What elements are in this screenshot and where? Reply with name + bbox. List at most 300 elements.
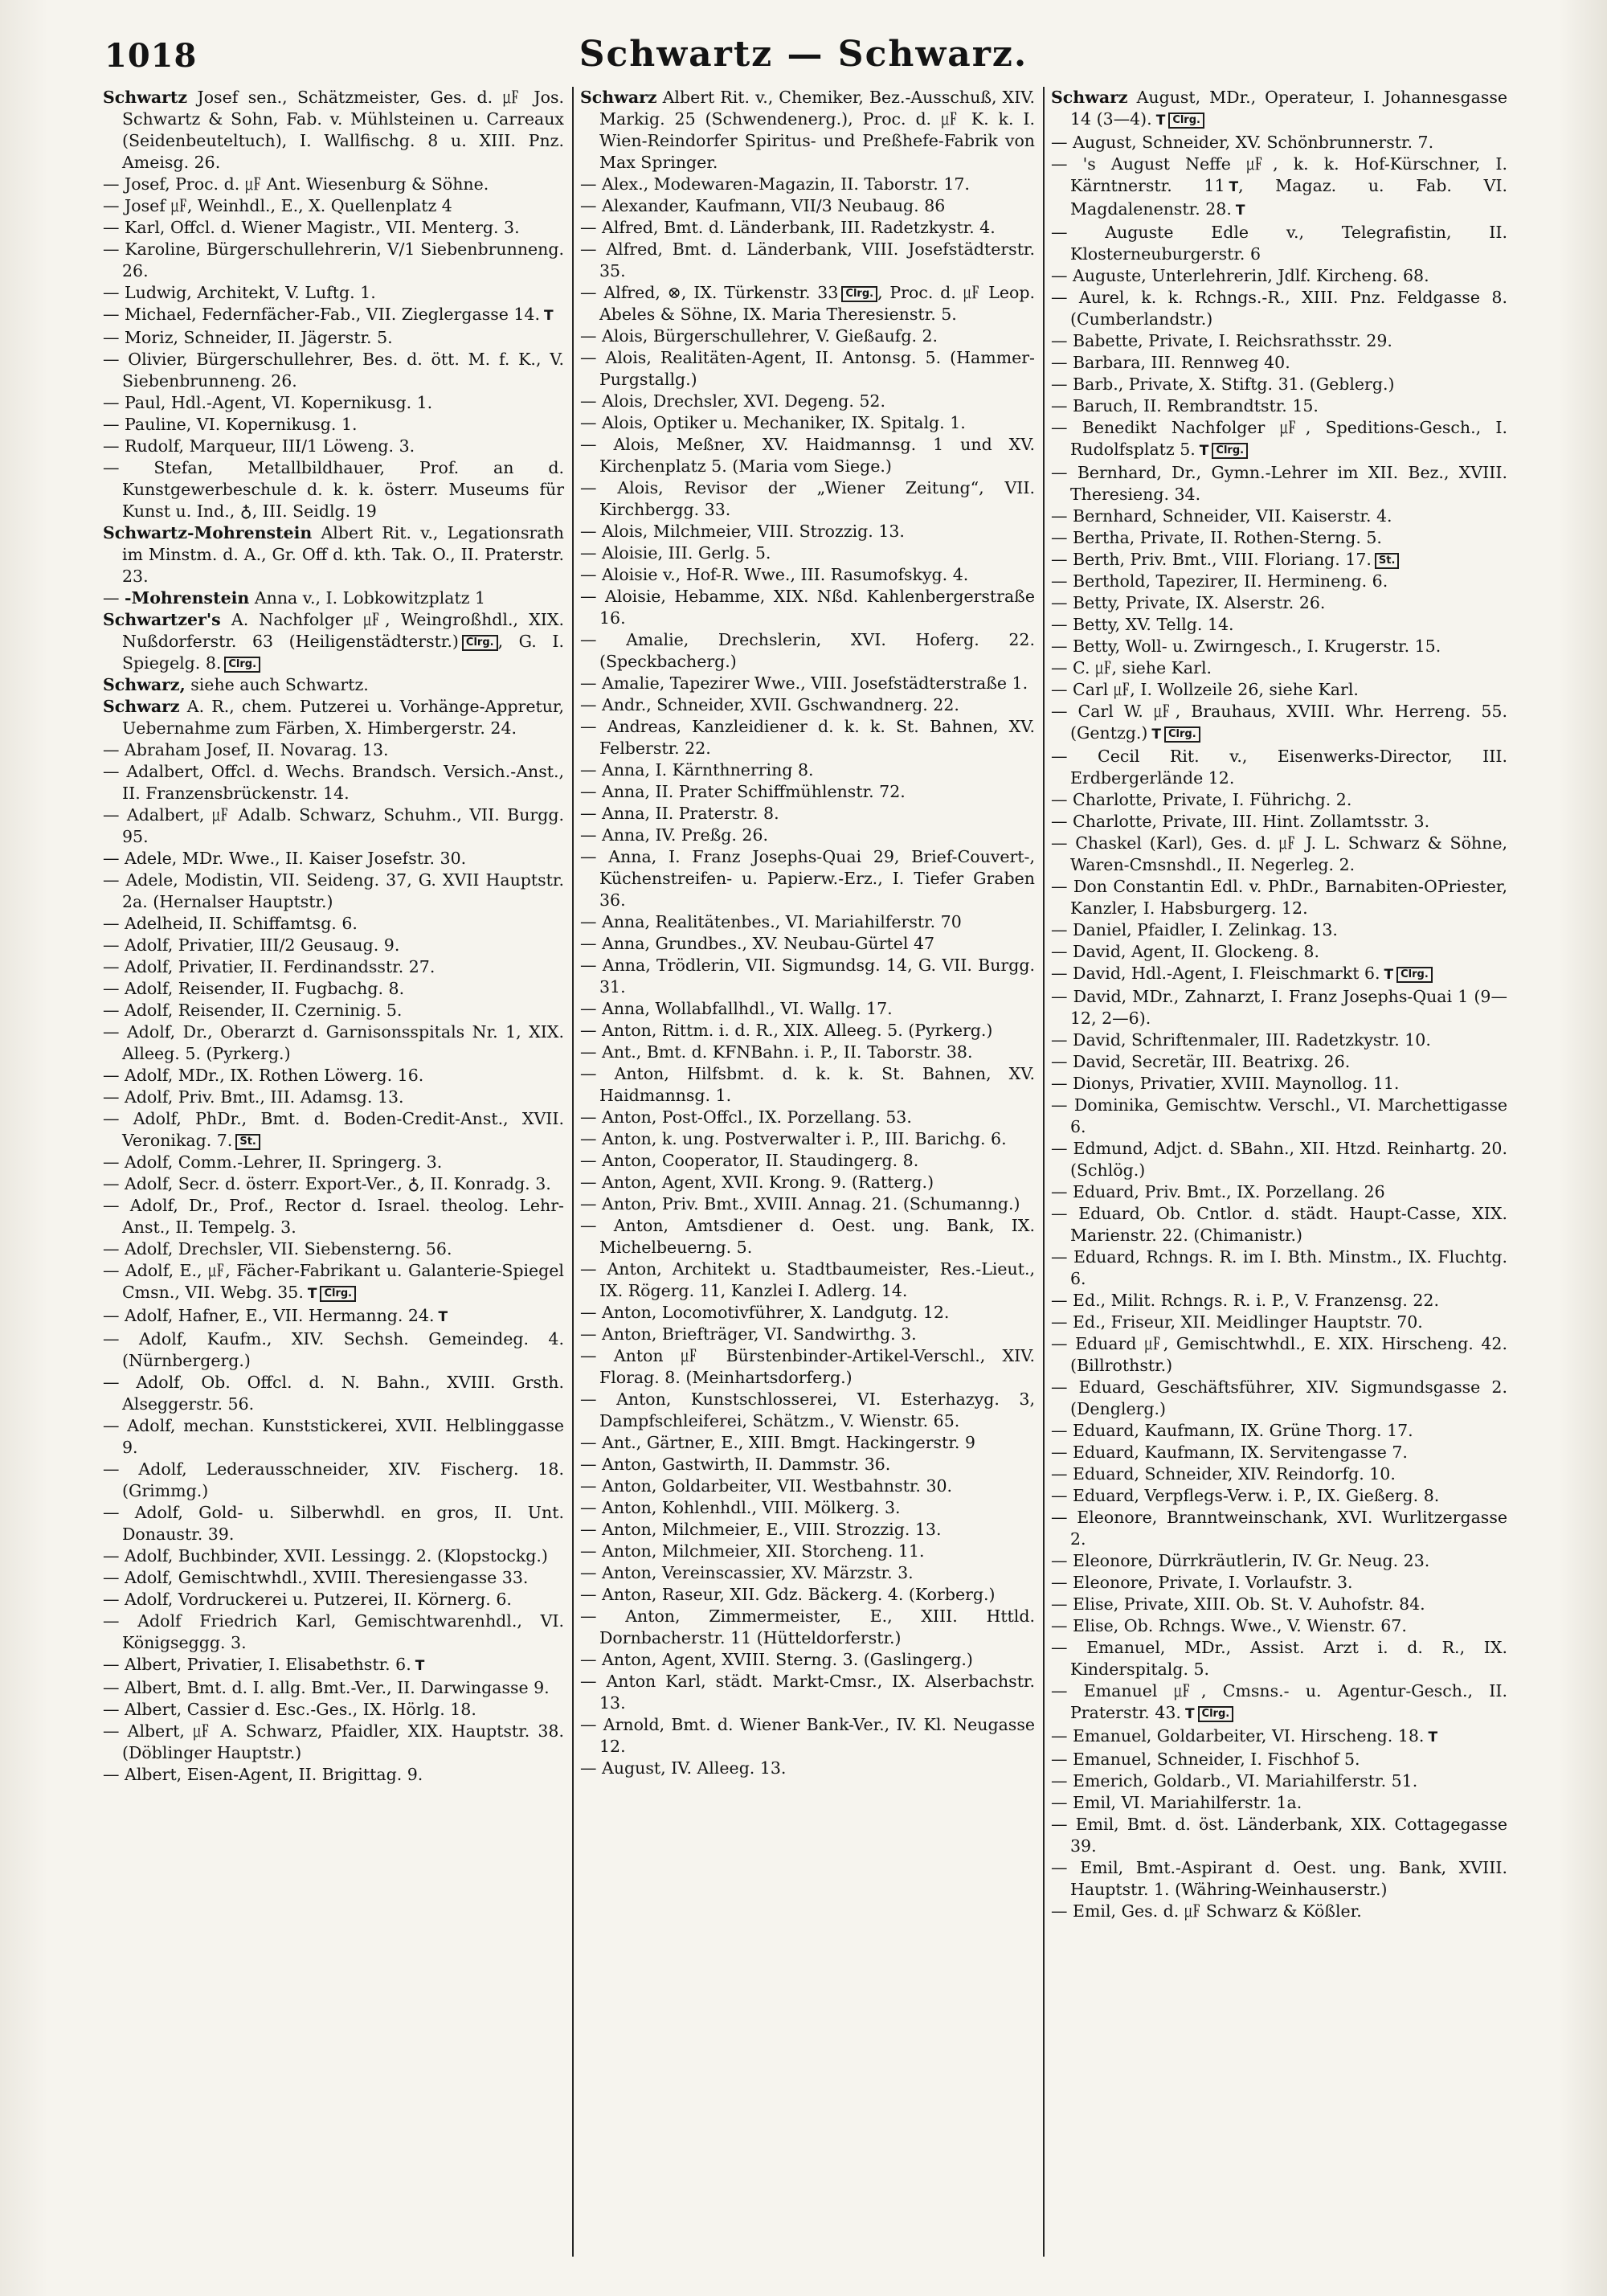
- entry-surname: Schwartz: [103, 88, 188, 107]
- entry-dash: —: [580, 1216, 614, 1235]
- directory-entry: [580, 1020, 1035, 1042]
- directory-entry: [580, 911, 1035, 933]
- entry-dash: —: [580, 435, 614, 454]
- entry-dash: —: [1051, 418, 1082, 437]
- directory-entry: [1051, 571, 1507, 592]
- entry-text: Anton, Locomotivführer, X. Landgutg. 12.: [602, 1303, 950, 1322]
- directory-entry: [580, 1259, 1035, 1302]
- telephone-icon: T: [1155, 113, 1166, 129]
- directory-entry: [580, 174, 1035, 195]
- entry-text: Alfred, Bmt. d. Länderbank, III. Radetzkystr. 4.: [602, 218, 996, 237]
- directory-entry: [580, 673, 1035, 694]
- directory-entry: [1051, 505, 1507, 527]
- directory-entry: [580, 825, 1035, 846]
- clearing-badge: Clrg.: [1168, 113, 1204, 129]
- entry-dash: —: [1051, 1247, 1074, 1267]
- entry-dash: —: [580, 1194, 603, 1213]
- directory-entry: [1051, 1594, 1507, 1615]
- directory-entry: [103, 913, 564, 935]
- telephone-icon: T: [1184, 1706, 1195, 1722]
- entry-text: Anton, Kohlenhdl., VIII. Mölkerg. 3.: [602, 1498, 901, 1517]
- entry-dash: —: [103, 762, 127, 781]
- entry-text: Albert, Bmt. d. I. allg. Bmt.-Ver., II. Darwingasse 9.: [125, 1678, 550, 1697]
- entry-dash: —: [580, 847, 609, 866]
- directory-entry: [1051, 1857, 1507, 1901]
- entry-text: Berthold, Tapezirer, II. Hermineng. 6.: [1073, 571, 1388, 591]
- column-right: [1045, 87, 1515, 2257]
- entry-dash: —: [103, 1066, 125, 1085]
- entry-dash: —: [1051, 1616, 1073, 1635]
- directory-entry: [580, 998, 1035, 1020]
- directory-entry: [103, 609, 564, 674]
- entry-text: Eduard, Ob. Cntlor. d. städt. Haupt-Casse, XIX. Marienstr. 22. (Chimanistr.): [1070, 1204, 1507, 1245]
- entry-dash: —: [103, 935, 125, 955]
- entry-dash: —: [103, 218, 125, 237]
- entry-text: Charlotte, Private, I. Führichg. 2.: [1073, 790, 1352, 809]
- entry-dash: —: [580, 1672, 607, 1691]
- entry-text: Adolf, Vordruckerei u. Putzerei, II. Körnerg. 6.: [125, 1590, 512, 1609]
- directory-entry: [103, 674, 564, 696]
- clearing-badge: St.: [1375, 553, 1400, 569]
- entry-dash: —: [580, 348, 606, 367]
- entry-text: Anton, Zimmermeister, E., XIII. Httld. Dornbacherstr. 11 (Hütteldorferstr.): [599, 1606, 1035, 1647]
- entry-dash: —: [1051, 1421, 1073, 1440]
- entry-text: August, IV. Alleeg. 13.: [602, 1758, 787, 1778]
- entry-dash: —: [580, 1520, 603, 1539]
- directory-entry: [103, 956, 564, 978]
- entry-dash: —: [1051, 1750, 1073, 1769]
- entry-text: Anton, Milchmeier, XII. Storcheng. 11.: [602, 1541, 925, 1561]
- entry-dash: —: [103, 283, 125, 302]
- entry-text: Anton, Milchmeier, E., VIII. Strozzig. 13.: [602, 1520, 942, 1539]
- entry-text: Adolf, Kaufm., XIV. Sechsh. Gemeindeg. 4. (Nürnbergerg.): [122, 1329, 564, 1370]
- entry-text: Baruch, II. Rembrandtstr. 15.: [1073, 396, 1319, 415]
- entry-surname: Schwartz-Mohrenstein: [103, 523, 313, 542]
- entry-dash: —: [1051, 1030, 1073, 1050]
- directory-entry: [1051, 1246, 1507, 1290]
- directory-entry: [580, 1584, 1035, 1606]
- entry-text: Eduard, Priv. Bmt., IX. Porzellang. 26: [1073, 1182, 1385, 1201]
- entry-text: Anton, Architekt u. Stadtbaumeister, Res.-Lieut., IX. Rögerg. 11, Kanzlei I. Adlerg. 14.: [599, 1259, 1035, 1300]
- entry-dash: —: [580, 218, 603, 237]
- directory-entry: [580, 1649, 1035, 1671]
- directory-entry: [580, 586, 1035, 629]
- entry-dash: —: [1051, 790, 1073, 809]
- directory-entry: [103, 1567, 564, 1589]
- entry-text: Adolf, Gold- u. Silberwhdl. en gros, II. Unt. Donaustr. 39.: [122, 1503, 564, 1544]
- entry-dash: —: [1051, 506, 1073, 526]
- entry-dash: —: [103, 436, 125, 456]
- directory-entry: [580, 803, 1035, 825]
- directory-entry: [580, 542, 1035, 564]
- entry-dash: —: [1051, 1638, 1087, 1657]
- directory-entry: [103, 870, 564, 913]
- clearing-badge: Clrg.: [1164, 726, 1200, 743]
- entry-text: Emanuel, MDr., Assist. Arzt i. d. R., IX. Kinderspitalg. 5.: [1070, 1638, 1507, 1679]
- entry-text: Don Constantin Edl. v. PhDr., Barnabiten-OPriester, Kanzler, I. Habsburgerg. 12.: [1070, 877, 1507, 918]
- entry-dash: —: [1051, 680, 1073, 699]
- directory-entry: [1051, 1138, 1507, 1181]
- clearing-badge: Clrg.: [320, 1286, 356, 1302]
- entry-dash: —: [580, 1129, 603, 1148]
- directory-entry: [1051, 1770, 1507, 1792]
- entry-text: Adolf, Reisender, II. Fugbachg. 8.: [125, 979, 405, 998]
- entry-text: David, Agent, II. Glockeng. 8.: [1073, 942, 1319, 961]
- entry-dash: —: [1051, 1443, 1073, 1462]
- directory-entry: [580, 1107, 1035, 1128]
- entry-dash: —: [1051, 1204, 1079, 1223]
- directory-entry: [1051, 746, 1507, 789]
- entry-text: Adolf Friedrich Karl, Gemischtwarenhdl., VI. Königseggg. 3.: [122, 1611, 564, 1652]
- entry-dash: —: [1051, 812, 1073, 831]
- entry-dash: —: [103, 1721, 128, 1741]
- entry-dash: —: [103, 1700, 125, 1719]
- entry-dash: —: [1051, 396, 1073, 415]
- entry-text: Anton, Hilfsbmt. d. k. k. St. Bahnen, XV. Haidmannsg. 1.: [599, 1064, 1035, 1105]
- entry-dash: —: [1051, 133, 1073, 152]
- entry-dash: —: [103, 1087, 125, 1107]
- directory-entry: [103, 195, 564, 217]
- directory-entry: [1051, 153, 1507, 222]
- entry-dash: —: [1051, 288, 1079, 307]
- directory-entry: [1051, 811, 1507, 833]
- entry-dash: —: [580, 1021, 603, 1040]
- entry-dash: —: [1051, 1139, 1073, 1158]
- entry-dash: —: [103, 415, 125, 434]
- entry-text: Alois, Milchmeier, VIII. Strozzig. 13.: [602, 522, 905, 541]
- directory-entry: [580, 325, 1035, 347]
- directory-entry: [1051, 1203, 1507, 1246]
- entry-text: Alois, Meßner, XV. Haidmannsg. 1 und XV. Kirchenplatz 5. (Maria vom Siege.): [599, 435, 1035, 476]
- directory-entry: [1051, 941, 1507, 963]
- directory-entry: [103, 1065, 564, 1087]
- entry-text: Anton, Goldarbeiter, VII. Westbahnstr. 30.: [602, 1476, 953, 1496]
- entry-text: Ed., Friseur, XII. Meidlinger Hauptstr. 70.: [1073, 1312, 1423, 1332]
- directory-entry: [580, 521, 1035, 542]
- entry-text: Bertha, Private, II. Rothen-Sterng. 5.: [1073, 528, 1382, 547]
- entry-dash: —: [103, 849, 125, 868]
- running-head: Schwartz — Schwarz.: [579, 34, 1028, 75]
- entry-text: Adolf, Dr., Oberarzt d. Garnisonsspitals Nr. 1, XIX. Alleeg. 5. (Pyrkerg.): [122, 1022, 564, 1063]
- entry-text: Josef, Proc. d. ㎌ Ant. Wiesenburg & Söhne.: [125, 174, 489, 194]
- entry-text: Adolf, Reisender, II. Czerninig. 5.: [125, 1001, 403, 1020]
- entry-text: Adalbert, Offcl. d. Wechs. Brandsch. Versich.-Anst., II. Franzensbrückenstr. 14.: [122, 762, 564, 803]
- directory-entry: [103, 217, 564, 239]
- directory-entry: [103, 349, 564, 392]
- directory-entry: [580, 282, 1035, 325]
- entry-dash: —: [1051, 571, 1073, 591]
- entry-dash: —: [1051, 1901, 1073, 1921]
- directory-entry: [103, 327, 564, 349]
- entry-surname: Schwartzer's: [103, 610, 221, 629]
- entry-dash: —: [1051, 1074, 1073, 1093]
- directory-entry: [103, 1654, 564, 1677]
- entry-text: Emanuel, Goldarbeiter, VI. Hirscheng. 18.: [1073, 1726, 1425, 1746]
- entry-text: Arnold, Bmt. d. Wiener Bank-Ver., IV. Kl. Neugasse 12.: [599, 1715, 1035, 1756]
- entry-dash: —: [103, 1196, 130, 1215]
- entry-dash: —: [1051, 987, 1073, 1006]
- entry-text: Aloisie, III. Gerlg. 5.: [602, 543, 771, 563]
- entry-text: Karoline, Bürgerschullehrerin, V/1 Siebenbrunneng. 26.: [122, 239, 564, 280]
- entry-dash: —: [580, 174, 603, 194]
- telephone-icon: T: [307, 1286, 317, 1302]
- entry-text: Ant., Gärtner, E., XIII. Bmgt. Hackingerstr. 9: [602, 1433, 975, 1452]
- directory-entry: [103, 304, 564, 327]
- column-middle: [574, 87, 1045, 2257]
- directory-entry: [103, 1589, 564, 1610]
- entry-text: Albert Rit. v., Chemiker, Bez.-Ausschuß, XIV. Markig. 25 (Schwendenerg.), Proc. d. ㎌ K. k. I. Wien-Reindorfer Spiritus- und Preßhefe-Fabrik von Max Springer.: [599, 88, 1035, 172]
- directory-entry: [1051, 833, 1507, 876]
- entry-text: Adolf, Drechsler, VII. Siebensterng. 56.: [125, 1239, 452, 1259]
- directory-entry: [1051, 1637, 1507, 1680]
- entry-dash: —: [580, 413, 603, 432]
- entry-text: Adolf, Ob. Offcl. d. N. Bahn., XVIII. Grsth. Alseggerstr. 56.: [122, 1373, 564, 1414]
- directory-entry: [1051, 417, 1507, 462]
- entry-dash: —: [580, 1389, 617, 1409]
- entry-dash: —: [580, 1346, 614, 1365]
- entry-text: Albert, ㎌ A. Schwarz, Pfaidler, XIX. Hauptstr. 38. (Döblinger Hauptstr.): [122, 1721, 564, 1762]
- directory-entry: [1051, 352, 1507, 374]
- entry-dash: —: [103, 1239, 125, 1259]
- entry-dash: —: [580, 1476, 603, 1496]
- entry-text: Barbara, III. Rennweg 40.: [1073, 353, 1290, 372]
- entry-text: Alexander, Kaufmann, VII/3 Neubaug. 86: [602, 196, 946, 215]
- directory-entry: [1051, 1377, 1507, 1420]
- directory-entry: [103, 935, 564, 956]
- entry-text: Anton ㎌ Bürstenbinder-Artikel-Verschl., XIV. Florag. 8. (Meinhartsdorferg.): [599, 1346, 1035, 1387]
- entry-text: David, MDr., Zahnarzt, I. Franz Josephs-Quai 1 (9—12, 2—6).: [1070, 987, 1507, 1028]
- entry-text: David, Secretär, III. Beatrixg. 26.: [1073, 1052, 1351, 1071]
- entry-text: Adele, Modistin, VII. Seideng. 37, G. XVII Hauptstr. 2a. (Hernalser Hauptstr.): [122, 870, 564, 911]
- entry-dash: —: [103, 393, 125, 412]
- directory-entry: [580, 1193, 1035, 1215]
- entry-text: Anna, II. Prater Schiffmühlenstr. 72.: [602, 782, 906, 801]
- entry-dash: —: [103, 979, 125, 998]
- directory-entry: [103, 804, 564, 848]
- entry-dash: —: [103, 328, 125, 347]
- entry-text: Anton Karl, städt. Markt-Cmsr., IX. Alserbachstr. 13.: [599, 1672, 1035, 1713]
- entry-text: Dionys, Privatier, XVIII. Maynollog. 11.: [1073, 1074, 1400, 1093]
- entry-dash: —: [580, 934, 603, 953]
- directory-entry: [580, 1497, 1035, 1519]
- entry-text: Bernhard, Dr., Gymn.-Lehrer im XII. Bez., XVIII. Theresieng. 34.: [1070, 463, 1507, 504]
- entry-text: Amalie, Drechslerin, XVI. Hoferg. 22. (Speckbacherg.): [599, 630, 1035, 671]
- entry-text: Anna, I. Franz Josephs-Quai 29, Brief-Couvert-, Küchenstreifen- u. Papierw.-Erz., I. Tiefer Graben 36.: [599, 847, 1035, 910]
- directory-entry: [1051, 1420, 1507, 1442]
- directory-entry: [1051, 789, 1507, 811]
- entry-dash: —: [580, 717, 607, 736]
- entry-dash: —: [580, 695, 603, 714]
- entry-dash: —: [103, 1022, 127, 1042]
- entry-dash: —: [103, 1174, 125, 1193]
- directory-entry: [580, 87, 1035, 174]
- entry-dash: —: [1051, 1815, 1076, 1834]
- entry-dash: —: [1051, 833, 1076, 853]
- directory-entry: [1051, 679, 1507, 701]
- directory-entry: [1051, 265, 1507, 287]
- entry-dash: —: [580, 1455, 603, 1474]
- directory-entry: [103, 1328, 564, 1372]
- entry-text: Adolf, Secr. d. österr. Export-Ver., ♁, II. Konradg. 3.: [125, 1174, 551, 1193]
- entry-text: Emil, VI. Mariahilferstr. 1a.: [1073, 1793, 1302, 1812]
- entry-text: Anna, Wollabfallhdl., VI. Wallg. 17.: [602, 999, 893, 1018]
- directory-entry: [580, 1302, 1035, 1324]
- entry-text-continued: , Proc. d. ㎌ Leop. Abeles & Söhne, IX. Maria Theresienstr. 5.: [599, 283, 1035, 324]
- directory-entry: [103, 1610, 564, 1654]
- entry-text: Emanuel, Schneider, I. Fischhof 5.: [1073, 1750, 1360, 1769]
- entry-text: Charlotte, Private, III. Hint. Zollamtsstr. 3.: [1073, 812, 1430, 831]
- entry-text: Moriz, Schneider, II. Jägerstr. 5.: [125, 328, 393, 347]
- directory-entry: [103, 174, 564, 195]
- directory-entry: [103, 1108, 564, 1152]
- entry-text: Andr., Schneider, XVII. Gschwandnerg. 22.: [602, 695, 959, 714]
- directory-entry: [580, 1345, 1035, 1389]
- entry-text: Babette, Private, I. Reichsrathsstr. 29.: [1073, 331, 1392, 350]
- entry-dash: —: [1051, 942, 1073, 961]
- entry-text: Emil, Bmt. d. öst. Länderbank, XIX. Cottagegasse 39.: [1070, 1815, 1507, 1856]
- directory-entry: [103, 1372, 564, 1415]
- entry-text: Alois, Revisor der „Wiener Zeitung“, VII. Kirchbergg. 33.: [599, 478, 1035, 519]
- entry-dash: —: [1051, 1551, 1073, 1570]
- entry-text: Eduard, Kaufmann, IX. Servitengasse 7.: [1073, 1443, 1408, 1462]
- entry-dash: —: [1051, 1182, 1073, 1201]
- entry-text: Albert Rit. v., Legationsrath im Minstm. d. A., Gr. Off d. kth. Tak. O., II. Praterstr. 23.: [122, 523, 564, 586]
- entry-dash: —: [103, 1001, 125, 1020]
- directory-entry: [103, 1721, 564, 1764]
- entry-dash: —: [103, 870, 126, 890]
- directory-entry: [580, 1432, 1035, 1454]
- directory-entry: [103, 978, 564, 1000]
- page-number: 1018: [104, 37, 198, 75]
- directory-entry: [103, 1764, 564, 1786]
- entry-dash: —: [580, 283, 604, 302]
- directory-entry: [103, 87, 564, 174]
- entry-text: David, Hdl.-Agent, I. Fleischmarkt 6.: [1073, 964, 1380, 983]
- entry-text: Ludwig, Architekt, V. Luftg. 1.: [125, 283, 376, 302]
- directory-entry: [103, 1195, 564, 1238]
- entry-text: Adolf, Gemischtwhdl., XVIII. Theresiengasse 33.: [125, 1568, 529, 1587]
- directory-entry: [1051, 963, 1507, 986]
- entry-dash: —: [103, 1109, 133, 1128]
- directory-entry: [1051, 1792, 1507, 1814]
- entry-dash: —: [1051, 1052, 1073, 1071]
- entry-text: Anton, Agent, XVII. Krong. 9. (Ratterg.): [602, 1173, 934, 1192]
- entry-text: Ant., Bmt. d. KFNBahn. i. P., II. Taborstr. 38.: [602, 1042, 973, 1062]
- entry-dash: —: [580, 1650, 603, 1669]
- entry-text: A. Nachfolger ㎌, Weingroßhdl., XIX. Nußdorferstr. 63 (Heiligenstädterstr.): [122, 610, 564, 651]
- directory-entry: [103, 457, 564, 522]
- telephone-icon: T: [1229, 179, 1239, 195]
- entry-text: Stefan, Metallbildhauer, Prof. an d. Kunstgewerbeschule d. k. k. österr. Museums für Kunst u. Ind., ♁, III. Seidlg. 19: [122, 458, 564, 521]
- directory-entry: [580, 955, 1035, 998]
- entry-text: Anton, Gastwirth, II. Dammstr. 36.: [602, 1455, 891, 1474]
- entry-surname: Schwarz: [103, 697, 180, 716]
- directory-entry: [580, 1172, 1035, 1193]
- entry-text: Auguste, Unterlehrerin, Jdlf. Kircheng. 68.: [1073, 266, 1429, 285]
- entry-dash: —: [580, 522, 603, 541]
- entry-text: Emanuel ㎌, Cmsns.- u. Agentur-Gesch., II. Praterstr. 43.: [1070, 1681, 1507, 1722]
- entry-dash: —: [103, 1655, 125, 1674]
- directory-entry: [103, 522, 564, 587]
- column-left: [103, 87, 574, 2257]
- entry-text: Edmund, Adjct. d. SBahn., XII. Htzd. Reinhartg. 20. (Schlög.): [1070, 1139, 1507, 1180]
- directory-entry: [1051, 1333, 1507, 1377]
- entry-dash: —: [1051, 658, 1073, 677]
- entry-text: Alois, Optiker u. Mechaniker, IX. Spitalg. 1.: [602, 413, 966, 432]
- entry-dash: —: [580, 1151, 603, 1170]
- directory-entry: [580, 1758, 1035, 1779]
- entry-text: August, MDr., Operateur, I. Johannesgasse 14 (3—4).: [1070, 88, 1507, 129]
- entry-text: Bernhard, Schneider, VII. Kaiserstr. 4.: [1073, 506, 1392, 526]
- directory-entry: [103, 739, 564, 761]
- directory-entry: [580, 239, 1035, 282]
- directory-entry: [103, 1415, 564, 1459]
- entry-text: Anna v., I. Lobkowitzplatz 1: [254, 588, 486, 608]
- entry-text: Anna, Trödlerin, VII. Sigmundsg. 14, G. VII. Burgg. 31.: [599, 956, 1035, 997]
- directory-entry: [580, 1063, 1035, 1107]
- entry-text: Eduard, Verpflegs-Verw. i. P., IX. Gießerg. 8.: [1073, 1486, 1440, 1505]
- directory-entry: [580, 477, 1035, 521]
- entry-dash: —: [580, 1606, 626, 1626]
- entry-surname: Schwarz: [580, 88, 657, 107]
- directory-entry: [1051, 986, 1507, 1029]
- entry-text: Alois, Drechsler, XVI. Degeng. 52.: [602, 391, 885, 411]
- entry-dash: —: [103, 1611, 138, 1631]
- entry-dash: —: [103, 588, 125, 608]
- entry-dash: —: [1051, 615, 1073, 634]
- entry-text: Elise, Private, XIII. Ob. St. V. Auhofstr. 84.: [1073, 1594, 1425, 1614]
- clearing-badge: Clrg.: [1198, 1706, 1234, 1722]
- entry-text: Josef ㎌, Weinhdl., E., X. Quellenplatz 4: [125, 196, 452, 215]
- entry-dash: —: [1051, 702, 1078, 721]
- directory-entry: [103, 1152, 564, 1173]
- directory-entry: [580, 846, 1035, 911]
- entry-text: Adolf, MDr., IX. Rothen Löwerg. 16.: [125, 1066, 424, 1085]
- entry-dash: —: [580, 326, 603, 346]
- directory-entry: [1051, 1901, 1507, 1922]
- entry-dash: —: [1051, 266, 1073, 285]
- directory-entry: [580, 1519, 1035, 1541]
- entry-text: Anton, Vereinscassier, XV. Märzstr. 3.: [602, 1563, 914, 1582]
- entry-text: Carl ㎌, I. Wollzeile 26, siehe Karl.: [1073, 680, 1359, 699]
- entry-dash: —: [103, 1590, 125, 1609]
- directory-entry: [580, 629, 1035, 673]
- directory-entry: [1051, 1181, 1507, 1203]
- entry-dash: —: [103, 1503, 135, 1522]
- entry-dash: —: [580, 1064, 615, 1083]
- directory-entry: [103, 1260, 564, 1305]
- entry-text: Albert, Privatier, I. Elisabethstr. 6.: [125, 1655, 411, 1674]
- entry-dash: —: [580, 565, 603, 584]
- directory-entry: [1051, 876, 1507, 919]
- entry-text: Eduard, Rchngs. R. im I. Bth. Minstm., IX. Fluchtg. 6.: [1070, 1247, 1507, 1288]
- entry-dash: —: [580, 1541, 603, 1561]
- entry-text: Ed., Milit. Rchngs. R. i. P., V. Franzensg. 22.: [1073, 1291, 1439, 1310]
- entry-text: Anna, Realitätenbes., VI. Mariahilferstr. 70: [602, 912, 962, 931]
- entry-text: Eduard ㎌, Gemischtwhdl., E. XIX. Hirscheng. 42. (Billrothstr.): [1070, 1334, 1507, 1375]
- entry-text: 's August Neffe ㎌, k. k. Hof-Kürschner, I. Kärntnerstr. 11: [1070, 154, 1507, 195]
- entry-dash: —: [103, 1329, 139, 1349]
- directory-entry: [103, 1238, 564, 1260]
- entry-text: Albert, Eisen-Agent, II. Brigittag. 9.: [125, 1765, 423, 1784]
- clearing-badge: Clrg.: [1396, 967, 1433, 983]
- entry-dash: —: [103, 805, 127, 825]
- telephone-icon: T: [1235, 203, 1245, 219]
- entry-text: Amalie, Tapezirer Wwe., VIII. Josefstädterstraße 1.: [602, 673, 1028, 693]
- entry-dash: —: [1051, 154, 1083, 174]
- directory-entry: [103, 1087, 564, 1108]
- entry-dash: —: [580, 1498, 603, 1517]
